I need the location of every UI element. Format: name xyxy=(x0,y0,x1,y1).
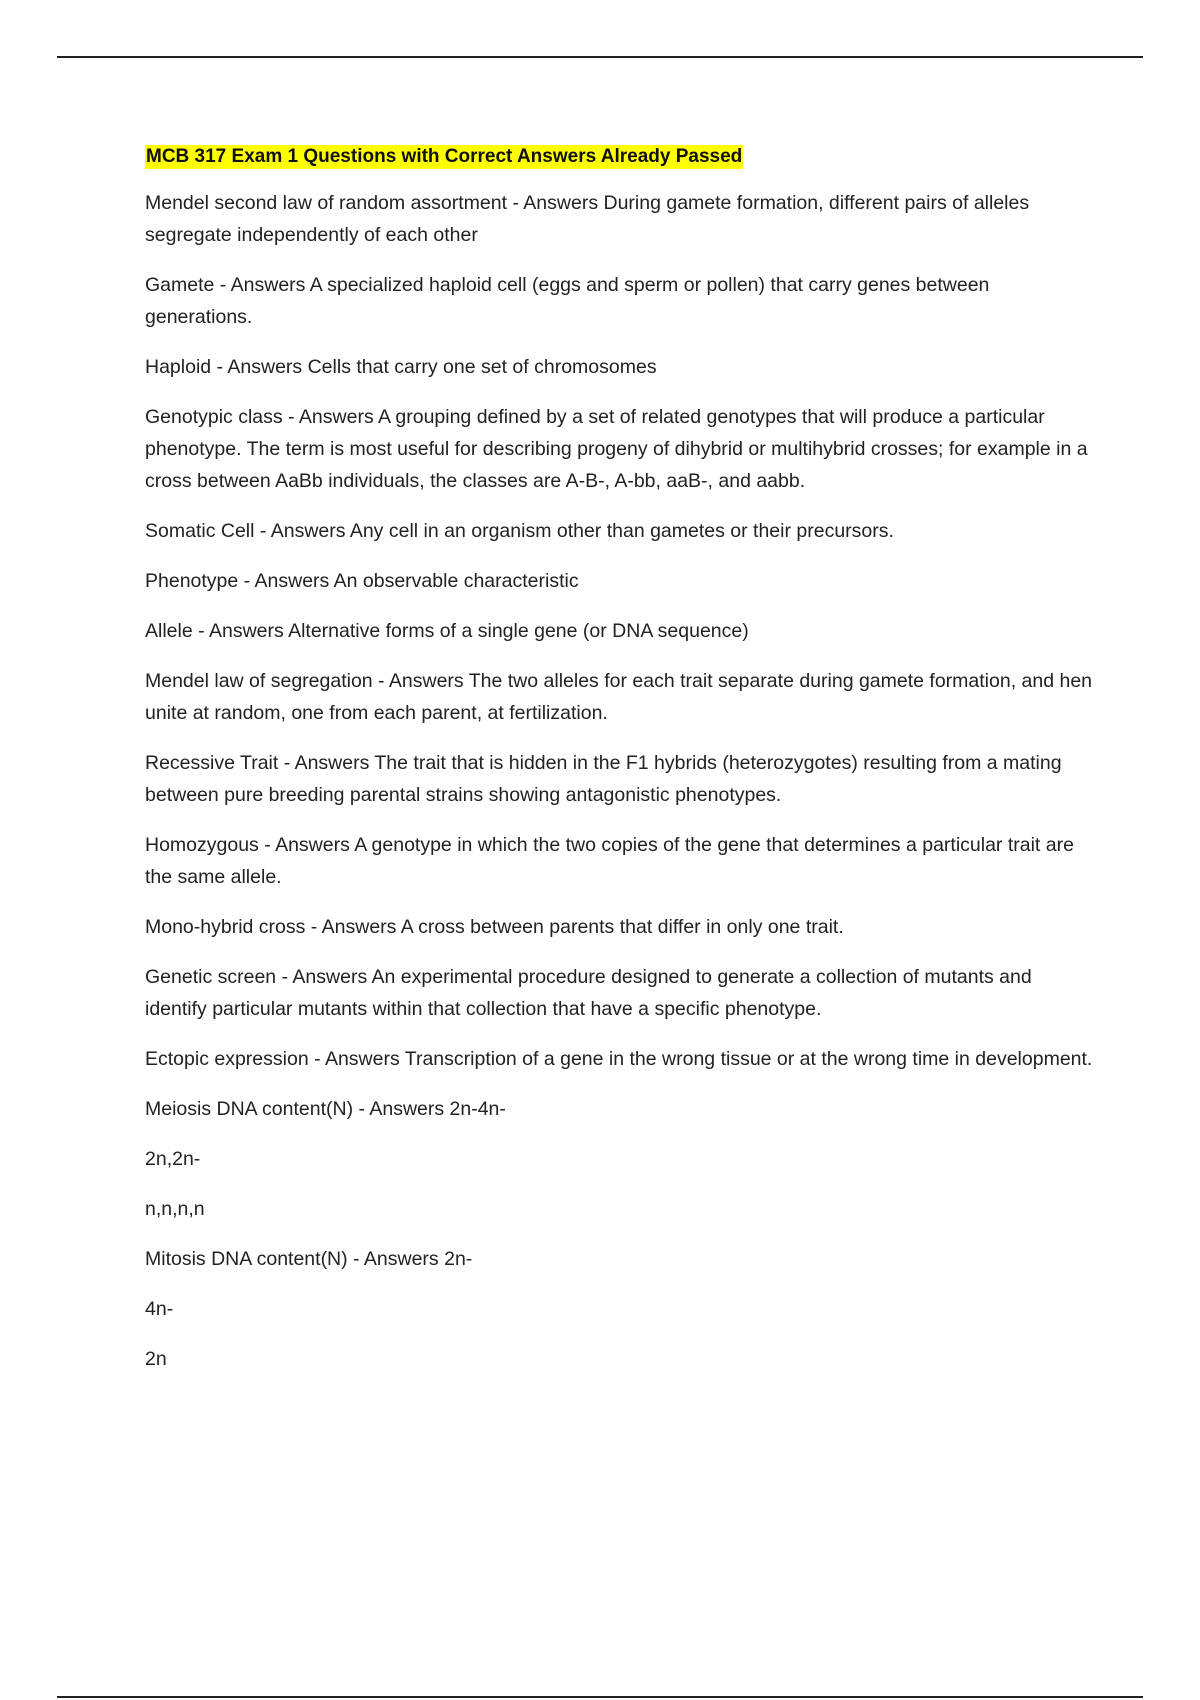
entry-term: Somatic Cell - xyxy=(145,520,271,542)
entry-answer: Answers 2n- xyxy=(363,1248,473,1270)
answer-continuation-line: 2n xyxy=(145,1348,167,1370)
qa-entry xyxy=(145,747,1095,811)
answer-continuation-line: 2n,2n- xyxy=(145,1148,201,1170)
qa-entry xyxy=(145,911,1095,943)
entry-term: Phenotype - xyxy=(145,570,255,592)
entry-term: Meiosis DNA content(N) - xyxy=(145,1098,369,1120)
entry-answer: Answers An experimental procedure designed to generate a collection of mutants and identify particular mutants within that collection that have a specific phenotype. xyxy=(145,966,1032,1020)
entry-answer: Answers An observable characteristic xyxy=(254,570,579,592)
footer-rule xyxy=(57,1696,1143,1698)
qa-entry xyxy=(145,515,1095,547)
qa-entry xyxy=(145,401,1095,497)
entry-term: Homozygous - xyxy=(145,834,275,856)
entry-answer: Answers A specialized haploid cell (eggs and sperm or pollen) that carry genes between generations. xyxy=(145,274,990,328)
qa-entry xyxy=(145,1093,1095,1125)
answer-continuation-line: 4n- xyxy=(145,1298,174,1320)
qa-entry xyxy=(145,565,1095,597)
entry-answer: Answers During gamete formation, different pairs of alleles segregate independently of each other xyxy=(145,192,1030,246)
qa-entry xyxy=(145,615,1095,647)
qa-entry xyxy=(145,269,1095,333)
qa-entry xyxy=(145,829,1095,893)
entry-term: Genotypic class - xyxy=(145,406,299,428)
document-title: MCB 317 Exam 1 Questions with Correct Answers Already Passed xyxy=(146,146,743,167)
entry-term: Ectopic expression - xyxy=(145,1048,325,1070)
qa-entry xyxy=(145,187,1095,251)
entry-answer: Answers A genotype in which the two copies of the gene that determines a particular trait are the same allele. xyxy=(145,834,1074,888)
entry-answer: Answers 2n-4n- xyxy=(369,1098,506,1120)
qa-entry xyxy=(145,961,1095,1025)
answer-continuation-line: n,n,n,n xyxy=(145,1198,205,1220)
entry-answer: Answers Alternative forms of a single gene (or DNA sequence) xyxy=(208,620,749,642)
entry-term: Mendel second law of random assortment - xyxy=(145,192,523,214)
entry-term: Genetic screen - xyxy=(145,966,292,988)
entry-answer: Answers The two alleles for each trait separate during gamete formation, and hen unite at random, one from each parent, at fertilization. xyxy=(145,670,1093,724)
qa-entry xyxy=(145,1043,1095,1075)
document-body xyxy=(145,145,1095,1393)
entry-term: Gamete - xyxy=(145,274,231,296)
entry-answer: Answers A cross between parents that differ in only one trait. xyxy=(321,916,844,938)
qa-entry xyxy=(145,1243,1095,1275)
entry-answer: Answers Cells that carry one set of chromosomes xyxy=(227,356,657,378)
entry-term: Mitosis DNA content(N) - xyxy=(145,1248,364,1270)
entry-answer: Answers Transcription of a gene in the wrong tissue or at the wrong time in development. xyxy=(324,1048,1093,1070)
entry-term: Recessive Trait - xyxy=(145,752,295,774)
qa-entry xyxy=(145,351,1095,383)
entry-answer: Answers Any cell in an organism other than gametes or their precursors. xyxy=(270,520,894,542)
entry-term: Haploid - xyxy=(145,356,227,378)
entry-answer: Answers A grouping defined by a set of related genotypes that will produce a particular phenotype. The term is most useful for describing progeny of dihybrid or multihybrid crosses; for example in a cross between AaBb individuals, the classes are A-B-, A-bb, aaB-, and aabb. xyxy=(145,406,1088,492)
entry-term: Mono-hybrid cross - xyxy=(145,916,322,938)
qa-entry xyxy=(145,665,1095,729)
entry-term: Mendel law of segregation - xyxy=(145,670,389,692)
entry-term: Allele - xyxy=(145,620,209,642)
entry-answer: Answers The trait that is hidden in the F1 hybrids (heterozygotes) resulting from a mating between pure breeding parental strains showing antagonistic phenotypes. xyxy=(145,752,1062,806)
header-rule xyxy=(57,56,1143,58)
